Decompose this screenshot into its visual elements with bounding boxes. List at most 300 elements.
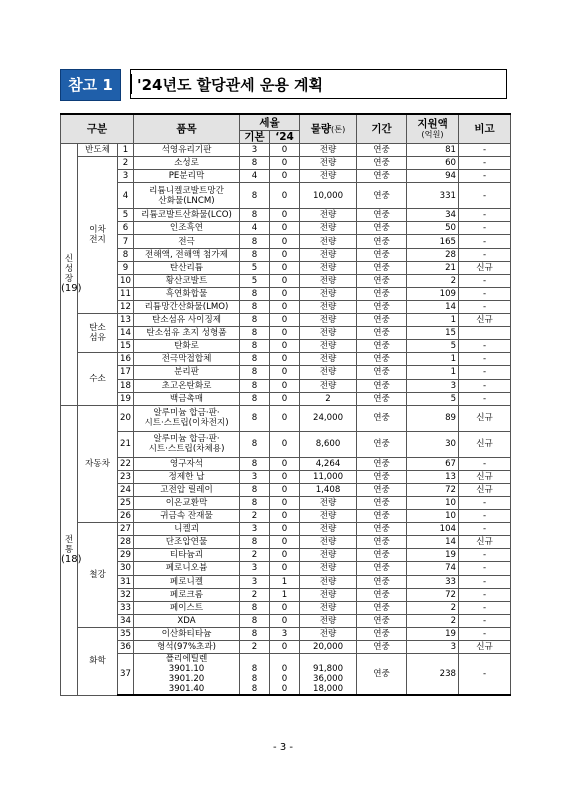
row-number: 11 xyxy=(118,287,134,300)
rate-base: 8 xyxy=(240,248,270,261)
sector-traditional-l1: 전 xyxy=(64,535,74,546)
rate-24: 0 xyxy=(270,523,300,536)
group-cell-semiconductor: 반도체 xyxy=(78,144,118,157)
item-name: 귀금속 잔재물 xyxy=(134,510,240,523)
note: - xyxy=(459,287,511,300)
row-number: 28 xyxy=(118,536,134,549)
note: - xyxy=(459,353,511,366)
rate-base: 2 xyxy=(240,641,270,654)
quantity: 전량 xyxy=(300,157,357,170)
table-row xyxy=(61,575,511,588)
rate-base: 8 xyxy=(240,483,270,496)
support-amount: 15 xyxy=(407,327,459,340)
quantity: 전량 xyxy=(300,588,357,601)
note: - xyxy=(459,654,511,696)
support-amount: 94 xyxy=(407,170,459,183)
support-amount: 81 xyxy=(407,144,459,157)
period: 연중 xyxy=(357,627,407,640)
rate-24: 0 xyxy=(270,327,300,340)
rate-base: 8 8 8 xyxy=(240,654,270,696)
support-amount: 21 xyxy=(407,261,459,274)
rate-base: 8 xyxy=(240,366,270,379)
rate-base: 3 xyxy=(240,523,270,536)
note: 신규 xyxy=(459,261,511,274)
note: - xyxy=(459,183,511,209)
rate-24: 0 xyxy=(270,314,300,327)
item-name: 페로크롬 xyxy=(134,588,240,601)
rate-base: 8 xyxy=(240,379,270,392)
sector-traditional-l2: 통 xyxy=(64,545,74,556)
rate-base: 8 xyxy=(240,353,270,366)
rate-base: 4 xyxy=(240,222,270,235)
support-amount: 10 xyxy=(407,496,459,509)
row-number: 14 xyxy=(118,327,134,340)
rate-24: 0 xyxy=(270,157,300,170)
support-amount: 2 xyxy=(407,601,459,614)
rate-24: 0 xyxy=(270,510,300,523)
quantity: 전량 xyxy=(300,222,357,235)
support-amount: 14 xyxy=(407,300,459,313)
tariff-quota-table xyxy=(60,113,511,696)
rate-24: 0 xyxy=(270,641,300,654)
rate-24: 0 xyxy=(270,287,300,300)
support-amount: 72 xyxy=(407,588,459,601)
quantity: 전량 xyxy=(300,314,357,327)
item-name: XDA xyxy=(134,614,240,627)
row-number: 4 xyxy=(118,183,134,209)
period: 연중 xyxy=(357,379,407,392)
item-name: 리튬니켈코발트망간 산화물(LNCM) xyxy=(134,183,240,209)
group-cell-chem: 화학 xyxy=(78,627,118,695)
rate-base: 8 xyxy=(240,340,270,353)
row-number: 30 xyxy=(118,562,134,575)
item-name: 탄소섬유 초지 성형품 xyxy=(134,327,240,340)
support-amount: 10 xyxy=(407,510,459,523)
rate-base: 2 xyxy=(240,588,270,601)
rate-24: 1 xyxy=(270,575,300,588)
table-row xyxy=(61,144,511,157)
note: 신규 xyxy=(459,405,511,431)
item-name: 백금촉매 xyxy=(134,392,240,405)
note: - xyxy=(459,235,511,248)
period: 연중 xyxy=(357,654,407,696)
period: 연중 xyxy=(357,470,407,483)
period: 연중 xyxy=(357,601,407,614)
note: - xyxy=(459,457,511,470)
table-row xyxy=(61,601,511,614)
table-row xyxy=(61,287,511,300)
sector-new_growth-l1: 신 xyxy=(64,254,74,265)
rate-24: 3 xyxy=(270,627,300,640)
note: 신규 xyxy=(459,431,511,457)
row-number: 2 xyxy=(118,157,134,170)
group-cell-carbon: 탄소 섬유 xyxy=(78,314,118,353)
period: 연중 xyxy=(357,588,407,601)
period: 연중 xyxy=(357,523,407,536)
col-category: 구분 xyxy=(61,114,134,144)
rate-24: 0 xyxy=(270,183,300,209)
period: 연중 xyxy=(357,261,407,274)
col-note: 비고 xyxy=(459,114,511,144)
row-number: 24 xyxy=(118,483,134,496)
quantity: 전량 xyxy=(300,300,357,313)
row-number: 20 xyxy=(118,405,134,431)
support-amount: 33 xyxy=(407,575,459,588)
table-row xyxy=(61,562,511,575)
rate-24: 0 xyxy=(270,536,300,549)
rate-24: 0 xyxy=(270,248,300,261)
item-name: 이온교환막 xyxy=(134,496,240,509)
period: 연중 xyxy=(357,327,407,340)
support-amount: 5 xyxy=(407,392,459,405)
rate-base: 5 xyxy=(240,274,270,287)
col-rate-24: ‘24 xyxy=(270,131,300,144)
row-number: 7 xyxy=(118,235,134,248)
row-number: 5 xyxy=(118,209,134,222)
item-name: 알루미늄 합금·판· 시트·스트립(차체용) xyxy=(134,431,240,457)
rate-24: 0 xyxy=(270,209,300,222)
note: - xyxy=(459,170,511,183)
sector-cell-traditional xyxy=(61,405,82,695)
item-name: 전극막접합체 xyxy=(134,353,240,366)
row-number: 34 xyxy=(118,614,134,627)
quantity: 전량 xyxy=(300,575,357,588)
note: - xyxy=(459,562,511,575)
rate-24: 0 xyxy=(270,261,300,274)
table-row xyxy=(61,470,511,483)
row-number: 22 xyxy=(118,457,134,470)
table-row xyxy=(61,457,511,470)
rate-base: 2 xyxy=(240,510,270,523)
table-row xyxy=(61,588,511,601)
quantity: 전량 xyxy=(300,536,357,549)
rate-24: 0 xyxy=(270,614,300,627)
note: 신규 xyxy=(459,641,511,654)
rate-base: 8 xyxy=(240,300,270,313)
quantity: 11,000 xyxy=(300,470,357,483)
note: - xyxy=(459,144,511,157)
row-number: 32 xyxy=(118,588,134,601)
col-period: 기간 xyxy=(357,114,407,144)
quantity: 전량 xyxy=(300,523,357,536)
quantity: 전량 xyxy=(300,274,357,287)
table-row xyxy=(61,353,511,366)
item-name: 분리판 xyxy=(134,366,240,379)
support-amount: 165 xyxy=(407,235,459,248)
row-number: 27 xyxy=(118,523,134,536)
rate-base: 8 xyxy=(240,183,270,209)
table-row xyxy=(61,431,511,457)
period: 연중 xyxy=(357,483,407,496)
row-number: 37 xyxy=(118,654,134,696)
period: 연중 xyxy=(357,510,407,523)
table-row xyxy=(61,379,511,392)
period: 연중 xyxy=(357,366,407,379)
support-amount: 14 xyxy=(407,536,459,549)
support-amount: 60 xyxy=(407,157,459,170)
note xyxy=(459,327,511,340)
col-support-unit: (억원) xyxy=(421,129,444,139)
item-name: 탄산리튬 xyxy=(134,261,240,274)
quantity: 전량 xyxy=(300,248,357,261)
rate-24: 0 xyxy=(270,222,300,235)
item-name: 인조흑연 xyxy=(134,222,240,235)
support-amount: 34 xyxy=(407,209,459,222)
note: - xyxy=(459,366,511,379)
period: 연중 xyxy=(357,457,407,470)
section-header xyxy=(60,69,509,101)
note: - xyxy=(459,300,511,313)
row-number: 12 xyxy=(118,300,134,313)
period: 연중 xyxy=(357,614,407,627)
period: 연중 xyxy=(357,157,407,170)
period: 연중 xyxy=(357,314,407,327)
row-number: 36 xyxy=(118,641,134,654)
quantity: 전량 xyxy=(300,366,357,379)
note: - xyxy=(459,379,511,392)
quantity: 전량 xyxy=(300,379,357,392)
rate-24: 0 xyxy=(270,170,300,183)
period: 연중 xyxy=(357,274,407,287)
note: - xyxy=(459,157,511,170)
quantity: 전량 xyxy=(300,327,357,340)
rate-base: 3 xyxy=(240,470,270,483)
rate-base: 5 xyxy=(240,261,270,274)
support-amount: 3 xyxy=(407,379,459,392)
note: - xyxy=(459,209,511,222)
period: 연중 xyxy=(357,235,407,248)
item-name: 형석(97%초과) xyxy=(134,641,240,654)
period: 연중 xyxy=(357,392,407,405)
rate-base: 8 xyxy=(240,536,270,549)
quantity: 4,264 xyxy=(300,457,357,470)
note: - xyxy=(459,274,511,287)
row-number: 1 xyxy=(118,144,134,157)
rate-24: 0 xyxy=(270,392,300,405)
quantity: 1,408 xyxy=(300,483,357,496)
item-name: 전해액, 전해액 첨가제 xyxy=(134,248,240,261)
support-amount: 50 xyxy=(407,222,459,235)
support-amount: 109 xyxy=(407,287,459,300)
rate-base: 8 xyxy=(240,209,270,222)
row-number: 31 xyxy=(118,575,134,588)
row-number: 21 xyxy=(118,431,134,457)
table-row xyxy=(61,183,511,209)
rate-base: 8 xyxy=(240,614,270,627)
sector-traditional-count: (18) xyxy=(61,554,82,566)
table-row xyxy=(61,261,511,274)
item-name: 흑연화합물 xyxy=(134,287,240,300)
rate-base: 8 xyxy=(240,157,270,170)
rate-base: 8 xyxy=(240,627,270,640)
quantity: 전량 xyxy=(300,496,357,509)
table-row xyxy=(61,405,511,431)
table-body xyxy=(61,144,511,696)
table-row xyxy=(61,496,511,509)
table-row xyxy=(61,327,511,340)
support-amount: 104 xyxy=(407,523,459,536)
sector-cell-new_growth xyxy=(61,144,82,406)
row-number: 8 xyxy=(118,248,134,261)
note: - xyxy=(459,248,511,261)
period: 연중 xyxy=(357,575,407,588)
table-row xyxy=(61,222,511,235)
support-amount: 13 xyxy=(407,470,459,483)
support-amount: 331 xyxy=(407,183,459,209)
table-row xyxy=(61,366,511,379)
item-name: 황산코발트 xyxy=(134,274,240,287)
rate-base: 8 xyxy=(240,287,270,300)
item-name: 정제한 납 xyxy=(134,470,240,483)
support-amount: 1 xyxy=(407,353,459,366)
quantity: 91,800 36,000 18,000 xyxy=(300,654,357,696)
period: 연중 xyxy=(357,222,407,235)
item-name: 단조압연물 xyxy=(134,536,240,549)
row-number: 6 xyxy=(118,222,134,235)
support-amount: 19 xyxy=(407,549,459,562)
period: 연중 xyxy=(357,340,407,353)
item-name: 리튬망간산화물(LMO) xyxy=(134,300,240,313)
rate-base: 3 xyxy=(240,144,270,157)
note: - xyxy=(459,588,511,601)
support-amount: 3 xyxy=(407,641,459,654)
quantity: 전량 xyxy=(300,170,357,183)
quantity: 전량 xyxy=(300,353,357,366)
quantity: 전량 xyxy=(300,261,357,274)
rate-24: 0 0 0 xyxy=(270,654,300,696)
sector-new_growth-l3: 장 xyxy=(64,274,74,285)
row-number: 19 xyxy=(118,392,134,405)
support-amount: 238 xyxy=(407,654,459,696)
row-number: 15 xyxy=(118,340,134,353)
rate-base: 8 xyxy=(240,431,270,457)
quantity: 전량 xyxy=(300,549,357,562)
note: 신규 xyxy=(459,470,511,483)
col-support xyxy=(407,114,459,144)
rate-base: 8 xyxy=(240,314,270,327)
row-number: 25 xyxy=(118,496,134,509)
rate-24: 0 xyxy=(270,562,300,575)
table-row xyxy=(61,314,511,327)
col-rate: 세율 xyxy=(240,114,300,131)
period: 연중 xyxy=(357,300,407,313)
quantity: 전량 xyxy=(300,614,357,627)
support-amount: 5 xyxy=(407,340,459,353)
rate-24: 0 xyxy=(270,601,300,614)
period: 연중 xyxy=(357,183,407,209)
table-row xyxy=(61,510,511,523)
period: 연중 xyxy=(357,209,407,222)
item-name: 티타늄괴 xyxy=(134,549,240,562)
rate-base: 3 xyxy=(240,575,270,588)
col-quantity-label: 물량 xyxy=(310,123,332,135)
period: 연중 xyxy=(357,562,407,575)
item-name: 이산화티타늄 xyxy=(134,627,240,640)
rate-base: 8 xyxy=(240,392,270,405)
row-number: 13 xyxy=(118,314,134,327)
quantity: 전량 xyxy=(300,287,357,300)
rate-24: 0 xyxy=(270,496,300,509)
sector-new_growth-l2: 성 xyxy=(64,264,74,275)
col-quantity-unit: (톤) xyxy=(331,124,346,134)
quantity: 전량 xyxy=(300,235,357,248)
support-amount: 1 xyxy=(407,366,459,379)
table-row xyxy=(61,300,511,313)
period: 연중 xyxy=(357,287,407,300)
period: 연중 xyxy=(357,431,407,457)
support-amount: 28 xyxy=(407,248,459,261)
rate-base: 8 xyxy=(240,496,270,509)
row-number: 29 xyxy=(118,549,134,562)
item-name: 초고온탄화로 xyxy=(134,379,240,392)
table-row xyxy=(61,641,511,654)
table-row xyxy=(61,536,511,549)
note: 신규 xyxy=(459,536,511,549)
group-cell-battery: 이차 전지 xyxy=(78,157,118,314)
rate-24: 0 xyxy=(270,431,300,457)
quantity: 전량 xyxy=(300,209,357,222)
quantity: 전량 xyxy=(300,510,357,523)
period: 연중 xyxy=(357,549,407,562)
group-cell-steel: 철강 xyxy=(78,523,118,628)
note: - xyxy=(459,549,511,562)
group-cell-hydrogen: 수소 xyxy=(78,353,118,405)
item-name: 고전압 릴레이 xyxy=(134,483,240,496)
rate-base: 8 xyxy=(240,457,270,470)
table-row xyxy=(61,274,511,287)
period: 연중 xyxy=(357,641,407,654)
note: - xyxy=(459,496,511,509)
col-item: 품목 xyxy=(134,114,240,144)
rate-base: 4 xyxy=(240,170,270,183)
note: - xyxy=(459,575,511,588)
note: - xyxy=(459,601,511,614)
note: 신규 xyxy=(459,314,511,327)
table-row xyxy=(61,157,511,170)
period: 연중 xyxy=(357,170,407,183)
item-name: 페로니켈 xyxy=(134,575,240,588)
note: - xyxy=(459,627,511,640)
item-name: 전극 xyxy=(134,235,240,248)
rate-24: 0 xyxy=(270,470,300,483)
table-row xyxy=(61,523,511,536)
rate-24: 0 xyxy=(270,300,300,313)
rate-24: 0 xyxy=(270,457,300,470)
quantity: 2 xyxy=(300,392,357,405)
item-name: 탄소섬유 사이징제 xyxy=(134,314,240,327)
row-number: 10 xyxy=(118,274,134,287)
quantity: 10,000 xyxy=(300,183,357,209)
table-row xyxy=(61,340,511,353)
note: - xyxy=(459,392,511,405)
table-row xyxy=(61,392,511,405)
table-row xyxy=(61,170,511,183)
rate-base: 8 xyxy=(240,601,270,614)
item-name: 페이스트 xyxy=(134,601,240,614)
note: 신규 xyxy=(459,483,511,496)
rate-24: 0 xyxy=(270,549,300,562)
table-row xyxy=(61,209,511,222)
quantity: 전량 xyxy=(300,562,357,575)
note: - xyxy=(459,510,511,523)
period: 연중 xyxy=(357,496,407,509)
quantity: 8,600 xyxy=(300,431,357,457)
col-rate-base: 기본 xyxy=(240,131,270,144)
quantity: 20,000 xyxy=(300,641,357,654)
support-amount: 72 xyxy=(407,483,459,496)
rate-base: 3 xyxy=(240,562,270,575)
support-amount: 89 xyxy=(407,405,459,431)
